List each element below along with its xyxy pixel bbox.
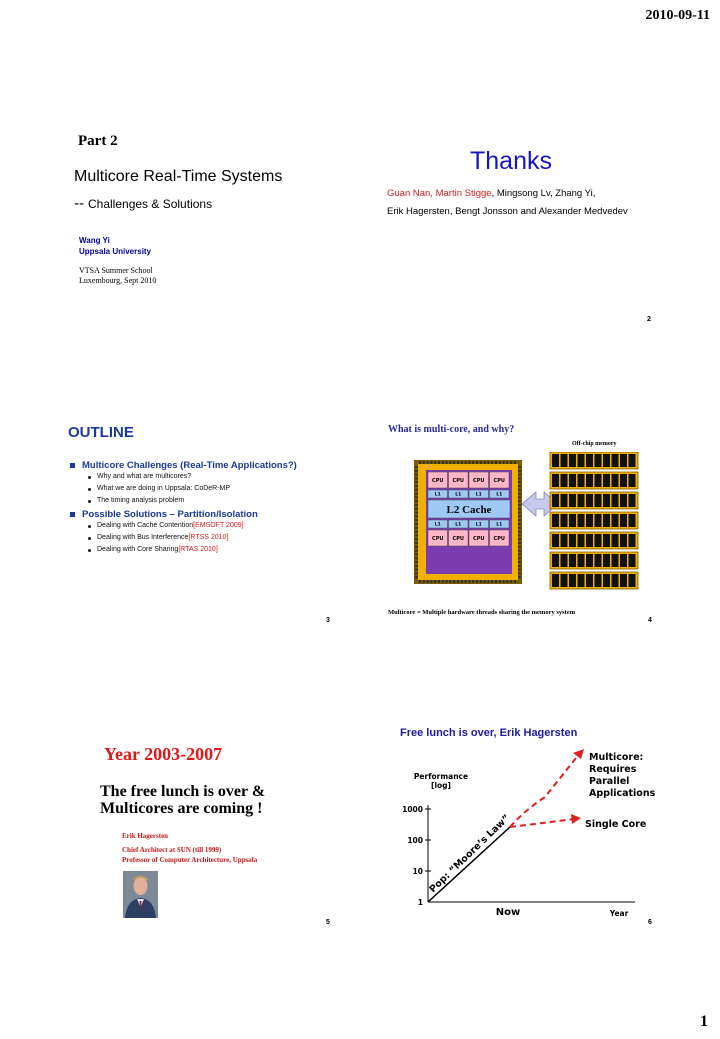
- venue-block: [79, 266, 156, 286]
- chip-pin: [449, 580, 451, 583]
- memory-chip: [569, 494, 576, 507]
- memory-chip: [569, 514, 576, 527]
- outline-item: [88, 520, 350, 532]
- chip-pin: [506, 580, 508, 583]
- cpu-core-label: CPU: [432, 535, 444, 542]
- memory-chip: [595, 474, 602, 487]
- memory-chip: [595, 454, 602, 467]
- chip-pin: [415, 519, 418, 521]
- bullet-dot-icon: [88, 525, 91, 528]
- bullet-dot-icon: [88, 476, 91, 479]
- person-role2: Professor of Computer Architecture, Uppsala: [122, 856, 258, 864]
- outline-section-label: Multicore Challenges (Real-Time Applications?): [82, 460, 297, 471]
- l1-cache-label: L1: [455, 492, 462, 498]
- chip-pin: [518, 493, 521, 495]
- chip-pin: [480, 580, 482, 583]
- chip-pin: [415, 512, 418, 514]
- memory-chip: [561, 494, 568, 507]
- chip-pin: [415, 481, 418, 483]
- chip-pin: [476, 461, 478, 464]
- memory-chip: [629, 494, 636, 507]
- outline-item-text: Why and what are multicores?: [97, 473, 192, 480]
- author-name: Wang Yi: [79, 236, 110, 245]
- chip-pin: [415, 474, 418, 476]
- chip-pin: [427, 580, 429, 583]
- chip-pin: [503, 580, 505, 583]
- memory-chip: [586, 454, 593, 467]
- chip-pin: [438, 580, 440, 583]
- outline-item-text: Dealing with Core Sharing: [97, 546, 179, 553]
- thanks-title: Thanks: [470, 147, 552, 175]
- chip-pin: [518, 512, 521, 514]
- chip-pin: [518, 477, 521, 479]
- subtitle-dash: --: [74, 195, 84, 212]
- chip-pin: [499, 580, 501, 583]
- offchip-memory-modules: [550, 452, 638, 589]
- memory-chip: [629, 474, 636, 487]
- chip-pin: [415, 515, 418, 517]
- memory-chip: [578, 574, 585, 587]
- outline-section: [70, 460, 350, 471]
- slide-number: 4: [648, 617, 652, 624]
- memory-chip: [586, 534, 593, 547]
- x-now-label: Now: [495, 907, 521, 918]
- cpu-core-label: CPU: [452, 477, 464, 484]
- chip-pin: [415, 493, 418, 495]
- page-number: 1: [700, 1013, 708, 1030]
- chip-pin: [518, 508, 521, 510]
- chip-pin: [487, 461, 489, 464]
- multicore-label-line: Requires: [589, 764, 637, 775]
- print-date: 2010-09-11: [645, 8, 710, 23]
- memory-chip: [552, 454, 559, 467]
- memory-chip: [603, 574, 610, 587]
- chip-pin: [465, 580, 467, 583]
- person-name: Erik Hagersten: [122, 832, 169, 840]
- memory-chip: [620, 514, 627, 527]
- chip-pin: [518, 534, 521, 536]
- chip-pin: [446, 461, 448, 464]
- memory-chip: [595, 574, 602, 587]
- chip-pin: [495, 461, 497, 464]
- outline-item: [88, 532, 350, 544]
- memory-chip: [569, 554, 576, 567]
- chip-pin: [518, 569, 521, 571]
- chip-pin: [518, 496, 521, 498]
- thanks-names-red: Guan Nan, Martin Stigge: [387, 188, 492, 199]
- chip-pin: [518, 523, 521, 525]
- year-heading: Year 2003-2007: [104, 744, 223, 764]
- chip-pin: [415, 531, 418, 533]
- memory-chip: [603, 454, 610, 467]
- memory-chip: [595, 534, 602, 547]
- chip-pin: [514, 580, 516, 583]
- chip-pin: [472, 461, 474, 464]
- memory-chip: [578, 474, 585, 487]
- chip-pin: [510, 580, 512, 583]
- multicore-diagram: [410, 452, 650, 622]
- y-axis-label: Performance: [413, 772, 469, 781]
- chip-pin: [472, 580, 474, 583]
- chip-pin: [415, 576, 418, 578]
- chip-pin: [415, 504, 418, 506]
- outline-item-ref: [RTSS 2010]: [188, 534, 229, 541]
- x-year-label: Year: [609, 909, 629, 918]
- chip-pin: [495, 580, 497, 583]
- multicore-trend-line: [510, 753, 580, 827]
- chip-pin: [518, 500, 521, 502]
- memory-chip: [620, 554, 627, 567]
- memory-chip: [578, 514, 585, 527]
- chip-pin: [415, 542, 418, 544]
- chip-pin: [415, 534, 418, 536]
- chip-pin: [449, 461, 451, 464]
- chip-pin: [457, 580, 459, 583]
- school-location: Luxembourg, Sept 2010: [79, 276, 157, 285]
- chip-pin: [415, 523, 418, 525]
- outline-list: [70, 458, 350, 556]
- chip-pin: [518, 485, 521, 487]
- chip-pin: [415, 565, 418, 567]
- outline-item: [88, 495, 350, 507]
- chip-pin: [503, 461, 505, 464]
- multicore-label-line: Applications: [589, 788, 656, 799]
- outline-section: [70, 509, 350, 520]
- chip-pin: [518, 474, 521, 476]
- memory-chip: [612, 534, 619, 547]
- memory-chip: [612, 514, 619, 527]
- chip-pin: [518, 565, 521, 567]
- author-block: [79, 235, 151, 257]
- chip-pin: [461, 580, 463, 583]
- memory-chip: [612, 554, 619, 567]
- memory-chip: [603, 514, 610, 527]
- memory-chip: [620, 494, 627, 507]
- chip-pin: [518, 489, 521, 491]
- moores-law-label: Pop: “Moore’s Law”: [427, 812, 513, 896]
- chip-pin: [430, 461, 432, 464]
- memory-chip: [595, 514, 602, 527]
- single-core-arrowhead-icon: [571, 814, 581, 824]
- slide4-title: What is multi-core, and why?: [388, 424, 515, 435]
- cpu-core-label: CPU: [452, 535, 464, 542]
- l1-cache-label: L1: [475, 492, 482, 498]
- chip-pin: [510, 461, 512, 464]
- slide1-subtitle: [74, 195, 212, 212]
- chip-pin: [518, 515, 521, 517]
- memory-chip: [586, 554, 593, 567]
- chip-pin: [518, 553, 521, 555]
- chip-pin: [415, 553, 418, 555]
- y-tick-label: 1000: [402, 805, 423, 814]
- portrait-photo: [123, 871, 158, 918]
- memory-chip: [629, 514, 636, 527]
- memory-chip: [612, 494, 619, 507]
- outline-item-text: Dealing with Cache Contention: [97, 522, 194, 529]
- memory-chip: [603, 494, 610, 507]
- memory-chip: [603, 474, 610, 487]
- chip-pin: [415, 508, 418, 510]
- memory-chip: [629, 554, 636, 567]
- bullet-dot-icon: [88, 488, 91, 491]
- memory-chip: [561, 534, 568, 547]
- memory-chip: [561, 454, 568, 467]
- memory-chip: [569, 574, 576, 587]
- memory-chip: [595, 554, 602, 567]
- memory-chip: [603, 554, 610, 567]
- memory-chip: [620, 574, 627, 587]
- chip-pin: [465, 461, 467, 464]
- multicore-label-line: Parallel: [589, 776, 630, 787]
- bullet-dot-icon: [88, 537, 91, 540]
- memory-chip: [578, 554, 585, 567]
- chip-pin: [419, 461, 421, 464]
- chip-pin: [491, 461, 493, 464]
- l1-cache-label: L1: [434, 522, 441, 528]
- chip-pin: [499, 461, 501, 464]
- outline-item-text: Dealing with Bus Interference: [97, 534, 189, 541]
- cpu-core-label: CPU: [473, 535, 485, 542]
- outline-item-ref: [EMSOFT 2009]: [193, 522, 244, 529]
- chip-pin: [487, 580, 489, 583]
- chip-pin: [415, 561, 418, 563]
- bullet-square-icon: [70, 512, 75, 517]
- y-axis-unit: [log]: [431, 781, 451, 790]
- l1-cache-label: L1: [475, 522, 482, 528]
- multicore-arrowhead-icon: [573, 749, 584, 759]
- chip-pin: [453, 461, 455, 464]
- cpu-core-label: CPU: [473, 477, 485, 484]
- chip-pin: [415, 572, 418, 574]
- thanks-names-rest: , Mingsong Lv, Zhang Yi,: [491, 188, 596, 199]
- chip-pin: [518, 550, 521, 552]
- chip-pin: [518, 542, 521, 544]
- chip-pin: [423, 461, 425, 464]
- school-name: VTSA Summer School: [79, 266, 153, 275]
- outline-title: OUTLINE: [68, 424, 134, 441]
- slide-number: 6: [648, 919, 652, 926]
- chip-pin: [446, 580, 448, 583]
- memory-chip: [612, 574, 619, 587]
- free-lunch-line1: The free lunch is over &: [100, 783, 266, 800]
- memory-chip: [561, 574, 568, 587]
- chip-pin: [468, 580, 470, 583]
- memory-chip: [552, 534, 559, 547]
- y-tick-label: 100: [407, 836, 423, 845]
- memory-chip: [578, 534, 585, 547]
- memory-chip: [629, 534, 636, 547]
- memory-chip: [603, 534, 610, 547]
- chip-pin: [419, 580, 421, 583]
- chip-pin: [415, 538, 418, 540]
- single-core-label: Single Core: [585, 819, 647, 830]
- chip-pin: [514, 461, 516, 464]
- chip-pin: [476, 580, 478, 583]
- chip-pin: [438, 461, 440, 464]
- cpu-core-label: CPU: [493, 535, 505, 542]
- memory-chip: [561, 514, 568, 527]
- chip-pin: [518, 546, 521, 548]
- memory-chip: [561, 474, 568, 487]
- chip-pin: [518, 572, 521, 574]
- bullet-square-icon: [70, 463, 75, 468]
- memory-chip: [595, 494, 602, 507]
- chip-pin: [423, 580, 425, 583]
- chip-pin: [415, 550, 418, 552]
- part-label: Part 2: [78, 133, 118, 149]
- memory-chip: [586, 474, 593, 487]
- memory-chip: [569, 454, 576, 467]
- memory-chip: [552, 514, 559, 527]
- chip-pin: [518, 531, 521, 533]
- outline-section-label: Possible Solutions – Partition/Isolation: [82, 509, 258, 520]
- performance-chart: [395, 745, 665, 920]
- chip-pin: [442, 580, 444, 583]
- bullet-dot-icon: [88, 500, 91, 503]
- memory-chip: [629, 574, 636, 587]
- l1-cache-label: L1: [496, 522, 503, 528]
- chip-pin: [518, 538, 521, 540]
- chip-pin: [434, 580, 436, 583]
- memory-chip: [620, 474, 627, 487]
- chip-pin: [415, 500, 418, 502]
- l1-cache-label: L1: [434, 492, 441, 498]
- cpu-core-label: CPU: [432, 477, 444, 484]
- outline-item-ref: [RTAS 2010]: [178, 546, 218, 553]
- single-core-trend-line: [510, 819, 575, 827]
- cpu-core-label: CPU: [493, 477, 505, 484]
- chip-pin: [453, 580, 455, 583]
- outline-item-text: The timing analysis problem: [97, 497, 185, 504]
- slide4-caption: Multicore = Multiple hardware threads sharing the memory system: [388, 609, 576, 616]
- outline-item: [88, 483, 350, 495]
- thanks-names-line2: Erik Hagersten, Bengt Jonsson and Alexander Medvedev: [387, 206, 628, 217]
- moores-law-line: [428, 827, 510, 902]
- l2-cache-label: L2 Cache: [446, 504, 492, 516]
- chip-pin: [491, 580, 493, 583]
- memory-chip: [578, 454, 585, 467]
- memory-chip: [586, 514, 593, 527]
- chip-pin: [518, 466, 521, 468]
- author-affiliation: Uppsala University: [79, 247, 152, 256]
- memory-chip: [552, 574, 559, 587]
- memory-chip: [620, 534, 627, 547]
- outline-item-text: What we are doing in Uppsala: CoDeR-MP: [97, 485, 231, 492]
- chip-pin: [518, 481, 521, 483]
- chip-pin: [518, 576, 521, 578]
- chip-pin: [518, 504, 521, 506]
- l1-cache-label: L1: [496, 492, 503, 498]
- memory-chip: [612, 454, 619, 467]
- chip-pin: [484, 580, 486, 583]
- chip-pin: [484, 461, 486, 464]
- chip-pin: [415, 489, 418, 491]
- chip-pin: [434, 461, 436, 464]
- memory-chip: [552, 474, 559, 487]
- chip-pin: [415, 527, 418, 529]
- chip-pin: [415, 485, 418, 487]
- memory-chip: [586, 494, 593, 507]
- memory-chip: [578, 494, 585, 507]
- memory-chip: [569, 474, 576, 487]
- chip-pin: [415, 496, 418, 498]
- chip-pin: [518, 470, 521, 472]
- chip-pin: [457, 461, 459, 464]
- chip-pin: [442, 461, 444, 464]
- slide-number: 2: [647, 316, 651, 323]
- chip-pin: [518, 557, 521, 559]
- outline-item: [88, 544, 350, 556]
- l1-cache-label: L1: [455, 522, 462, 528]
- chip-pin: [461, 461, 463, 464]
- y-tick-label: 1: [417, 898, 423, 907]
- offchip-memory-label: Off-chip memory: [572, 441, 617, 447]
- memory-chip: [586, 574, 593, 587]
- person-role1: Chief Architect at SUN (till 1999): [122, 846, 222, 854]
- bullet-dot-icon: [88, 549, 91, 552]
- chip-pin: [415, 557, 418, 559]
- memory-chip: [612, 474, 619, 487]
- chip-pin: [506, 461, 508, 464]
- memory-chip: [629, 454, 636, 467]
- slide1-title: Multicore Real-Time Systems: [74, 168, 283, 185]
- chip-pin: [518, 561, 521, 563]
- chip-pin: [415, 546, 418, 548]
- slide6-title: Free lunch is over, Erik Hagersten: [400, 727, 578, 739]
- memory-chip: [620, 454, 627, 467]
- slide-number: 5: [326, 919, 330, 926]
- y-tick-label: 10: [412, 867, 423, 876]
- chip-pin: [468, 461, 470, 464]
- memory-chip: [552, 494, 559, 507]
- multicore-label-line: Multicore:: [589, 752, 644, 763]
- chip-pin: [415, 470, 418, 472]
- memory-chip: [552, 554, 559, 567]
- chip-pin: [518, 527, 521, 529]
- chip-pin: [480, 461, 482, 464]
- thanks-names-line1: [387, 188, 595, 199]
- free-lunch-line2: Multicores are coming !: [100, 800, 263, 817]
- chip-pin: [430, 580, 432, 583]
- memory-chip: [561, 554, 568, 567]
- portrait-figure: [123, 871, 158, 918]
- outline-item: [88, 471, 350, 483]
- chip-pin: [518, 519, 521, 521]
- slide-number: 3: [326, 617, 330, 624]
- subtitle-text: Challenges & Solutions: [88, 197, 213, 211]
- memory-chip: [569, 534, 576, 547]
- chip-pin: [415, 477, 418, 479]
- chip-pin: [415, 569, 418, 571]
- chip-pin: [415, 466, 418, 468]
- chip-pin: [427, 461, 429, 464]
